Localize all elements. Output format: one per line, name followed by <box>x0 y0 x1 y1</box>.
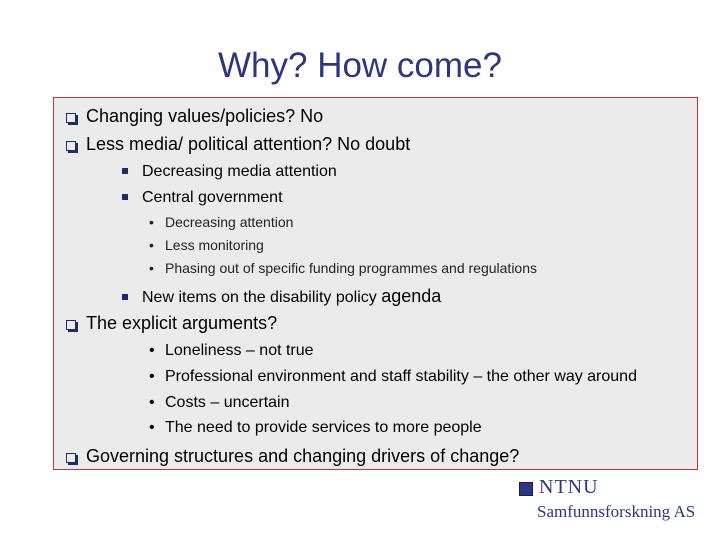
item-text: Professional environment and staff stability – the other way around <box>165 368 637 385</box>
square-bullet-icon <box>122 194 128 200</box>
item-text: Governing structures and changing drivers of change? <box>86 446 520 466</box>
logo-subtitle: Samfunnsforskning AS <box>537 502 696 521</box>
square-bullet-icon <box>122 168 128 174</box>
logo-ntnu-text: NTNU <box>539 476 599 498</box>
list-item <box>149 419 482 437</box>
item-text: Costs – uncertain <box>165 394 290 411</box>
dot-bullet-icon: • <box>149 214 154 230</box>
logo-square-icon <box>519 482 533 496</box>
dot-bullet-icon: • <box>149 368 155 385</box>
list-item <box>149 342 314 360</box>
item-text: Less media/ political attention? No doubt <box>86 134 411 154</box>
item-text: Decreasing attention <box>165 214 294 230</box>
list-item <box>122 286 441 307</box>
list-item <box>149 214 293 230</box>
list-item <box>122 163 337 181</box>
dot-bullet-icon: • <box>149 419 155 436</box>
dot-bullet-icon: • <box>149 260 154 276</box>
dot-bullet-icon: • <box>149 237 154 253</box>
list-item <box>149 368 637 386</box>
content-box <box>53 97 698 470</box>
item-text: Central government <box>142 189 283 206</box>
item-text: The need to provide services to more people <box>165 419 482 436</box>
checkbox-bullet-icon <box>66 113 76 123</box>
item-text: Decreasing media attention <box>142 163 337 180</box>
checkbox-bullet-icon <box>66 320 76 330</box>
dot-bullet-icon: • <box>149 342 155 359</box>
list-item <box>149 394 290 412</box>
list-item <box>66 106 323 127</box>
list-item <box>149 237 264 253</box>
checkbox-bullet-icon <box>66 141 76 151</box>
item-text: Changing values/policies? No <box>86 106 324 126</box>
item-text: Phasing out of specific funding programmes and regulations <box>165 260 537 276</box>
checkbox-bullet-icon <box>66 453 76 463</box>
item-text: The explicit arguments? <box>86 313 278 333</box>
item-text: New items on the disability policy <box>142 289 377 306</box>
square-bullet-icon <box>122 294 128 300</box>
list-item <box>122 189 283 207</box>
dot-bullet-icon: • <box>149 394 155 411</box>
ntnu-logo <box>517 478 717 528</box>
list-item <box>149 260 537 276</box>
list-item <box>66 313 277 334</box>
item-text: Less monitoring <box>165 237 264 253</box>
list-item <box>66 446 519 467</box>
list-item <box>66 134 410 155</box>
item-text-tail: agenda <box>381 286 442 306</box>
item-text: Loneliness – not true <box>165 342 314 359</box>
slide-title: Why? How come? <box>218 46 502 85</box>
